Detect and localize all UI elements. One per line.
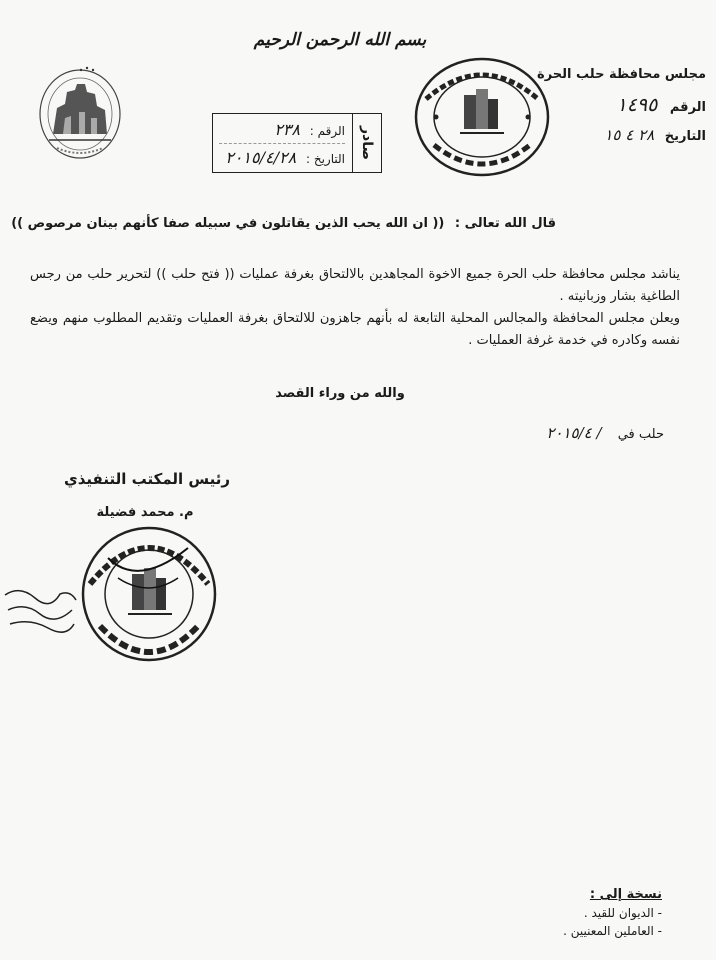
basmala: بسم الله الرحمن الرحيم [253,30,427,50]
date-value: ٢٨ ٤ ١٥ [604,126,655,144]
issue-date-value: ٢٠١٥/٤/٢٨ [225,148,297,167]
reference-label: الرقم [669,100,706,115]
quran-quote [11,216,556,231]
official-stamp-icon [412,55,552,180]
citadel-emblem-icon [35,62,125,162]
place-date-value: / ٢٠١٥/٤ [546,424,602,442]
handwritten-signature-icon [0,580,80,640]
body-paragraph: يناشد مجلس محافظة حلب الحرة جميع الاخوة المجاهدين بالالتحاق بغرفة عمليات (( فتح حلب )) لتحرير حلب من رجس الطاغية بشار وزبانيته . [30,267,680,304]
quote-text: (( ان الله يحب الذين يقاتلون في سبيله صفا كأنهم بينان مرصوص )) [11,216,445,231]
copies-section [563,886,662,940]
reference-number: ١٤٩٥ [616,94,658,116]
place-date-label: حلب في [617,427,664,442]
place-date-line [546,424,664,442]
letter-body [30,264,680,352]
date-label: التاريخ [664,129,706,144]
copies-title: نسخة إلى : [589,887,662,902]
signatory-name: م. محمد فضيلة [96,505,194,520]
issue-number-value: ٢٣٨ [274,120,300,139]
issue-date-label: التاريخ : [305,152,345,166]
closing-phrase: والله من وراء القصد [275,386,405,401]
copies-item: - الديوان للقيد . [583,906,662,920]
copies-item: - العاملين المعنيين . [563,924,662,938]
secretary-stamp-icon [78,518,220,670]
issue-number-row [219,116,345,144]
issue-number-label: الرقم : [309,124,345,138]
issue-side-label: صادر [352,114,381,172]
issue-date-row [219,143,345,172]
council-name: مجلس محافظة حلب الحرة [537,67,706,82]
signatory-title: رئيس المكتب التنفيذي [64,470,230,488]
body-paragraph: ويعلن مجلس المحافظة والمجالس المحلية التابعة له بأنهم جاهزون للالتحاق بغرفة العمليات وتقديم المطلوب منهم ويضع نفسه وكادره في خدمة غرفة العمليات . [30,311,680,348]
quote-label: قال الله تعالى : [454,216,556,231]
outgoing-register-box [212,113,382,173]
